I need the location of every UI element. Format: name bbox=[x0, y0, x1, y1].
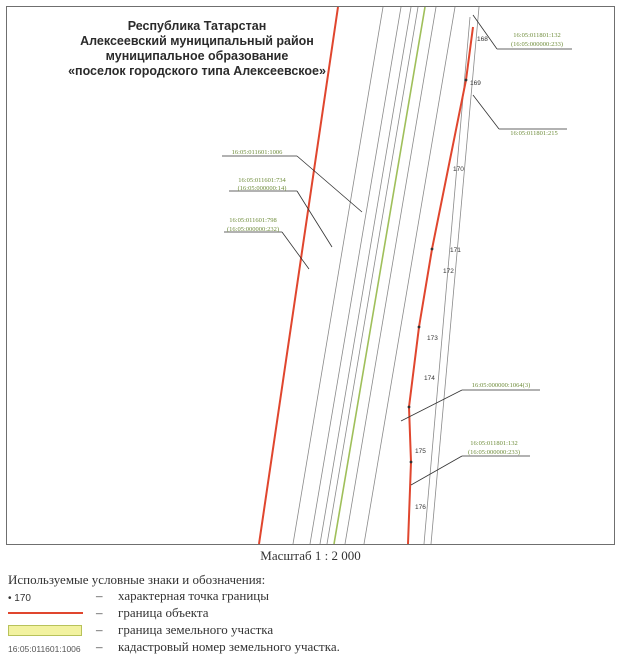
grey-line bbox=[327, 7, 418, 544]
point-label: 168 bbox=[477, 36, 488, 43]
point-label: 172 bbox=[443, 268, 454, 275]
legend-title: Используемые условные знаки и обозначения: bbox=[8, 572, 266, 587]
grey-line bbox=[293, 7, 383, 544]
legend-symbol-yellow-box bbox=[8, 622, 83, 638]
leader-lines bbox=[222, 15, 572, 485]
legend-symbol-cadastral-number bbox=[8, 639, 83, 655]
legend-dash: – bbox=[96, 622, 103, 637]
title-line-3: муниципальное образование bbox=[105, 49, 289, 63]
legend-dash: – bbox=[96, 639, 103, 654]
legend-text-cadastral-number: кадастровый номер земельного участка. bbox=[118, 639, 340, 654]
cadastral-labels bbox=[227, 32, 563, 456]
map-canvas bbox=[7, 7, 614, 544]
cadastral-label: 16:05:011801:132 bbox=[513, 32, 561, 39]
legend-row-point bbox=[8, 588, 608, 604]
grey-line bbox=[345, 7, 436, 544]
point-symbol-label: • 170 bbox=[8, 593, 31, 604]
cadastral-symbol-label: 16:05:011601:1006 bbox=[8, 644, 81, 654]
scale-label: Масштаб 1 : 2 000 bbox=[260, 548, 361, 563]
boundary-point bbox=[465, 79, 468, 82]
legend-row-cadastral-number bbox=[8, 639, 608, 655]
grey-line bbox=[310, 7, 401, 544]
point-label: 173 bbox=[427, 335, 438, 342]
cadastral-label: 16:05:011601:1006 bbox=[231, 149, 283, 156]
legend-dash: – bbox=[96, 588, 103, 603]
title-line-1: Республика Татарстан bbox=[127, 19, 267, 33]
point-label: 170 bbox=[453, 166, 464, 173]
point-label: 176 bbox=[415, 504, 426, 511]
cadastral-label: (16:05:000000:233) bbox=[468, 449, 520, 456]
legend-row-land-plot bbox=[8, 622, 608, 638]
grey-lines-right bbox=[424, 7, 479, 544]
cadastral-label: 16:05:011801:132 bbox=[470, 440, 518, 447]
legend-dash: – bbox=[96, 605, 103, 620]
point-label: 175 bbox=[415, 448, 426, 455]
legend-row-object-boundary bbox=[8, 605, 608, 621]
point-label: 171 bbox=[450, 247, 461, 254]
boundary-point bbox=[410, 461, 413, 464]
grey-line bbox=[431, 7, 479, 544]
boundary-point bbox=[408, 406, 411, 409]
cadastral-label: (16:05:000000:233) bbox=[511, 41, 563, 48]
point-label: 169 bbox=[470, 80, 481, 87]
object-boundary-right bbox=[408, 27, 473, 544]
leader-line bbox=[297, 191, 332, 247]
title-line-4: «поселок городского типа Алексеевское» bbox=[68, 64, 326, 78]
cadastral-label: 16:05:011601:734 bbox=[238, 177, 286, 184]
cadastral-label: (16:05:000000:14) bbox=[237, 185, 287, 192]
leader-line bbox=[297, 156, 362, 212]
cadastral-label: 16:05:011801:215 bbox=[510, 130, 558, 137]
cadastral-label: 16:05:000000:1064(3) bbox=[471, 382, 531, 389]
title-line-2: Алексеевский муниципальный район bbox=[80, 34, 314, 48]
legend-symbol-red-line bbox=[8, 605, 83, 621]
boundary-point bbox=[431, 248, 434, 251]
point-label: 174 bbox=[424, 375, 435, 382]
characteristic-points bbox=[408, 79, 468, 464]
object-boundary-left bbox=[259, 7, 338, 544]
legend-text-land-plot: граница земельного участка bbox=[118, 622, 274, 637]
cadastral-label: (16:05:000000:232) bbox=[227, 226, 279, 233]
legend-text-point: характерная точка границы bbox=[118, 588, 269, 603]
grey-line bbox=[320, 7, 411, 544]
leader-line bbox=[473, 95, 499, 129]
map-frame bbox=[6, 6, 615, 545]
boundary-point bbox=[418, 326, 421, 329]
legend-text-object-boundary: граница объекта bbox=[118, 605, 209, 620]
grey-line bbox=[364, 7, 455, 544]
legend-symbol-point bbox=[8, 588, 83, 604]
cadastral-label: 16:05:011601:798 bbox=[229, 217, 277, 224]
